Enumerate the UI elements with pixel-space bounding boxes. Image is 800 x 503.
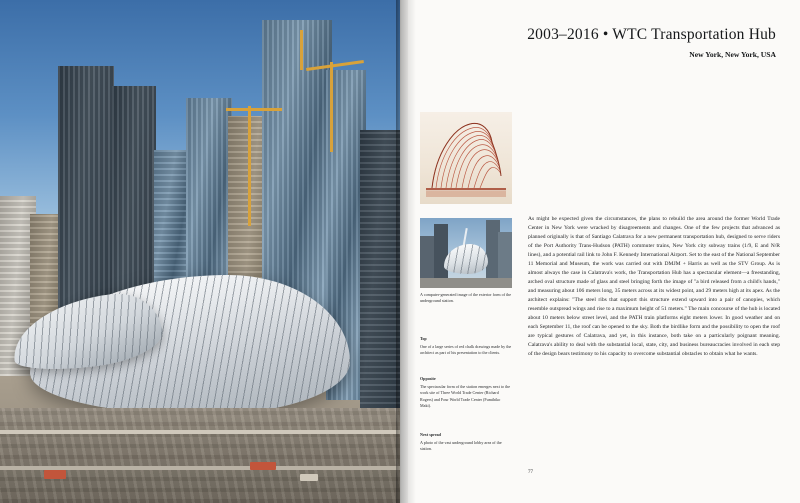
- plaza: [420, 278, 512, 288]
- caption-heading: Opposite: [420, 376, 436, 381]
- sketch-drawing: [420, 112, 512, 204]
- caption-heading: Next spread: [420, 432, 441, 437]
- crane: [300, 30, 303, 70]
- construction-site: [0, 408, 400, 503]
- caption-top: [420, 336, 512, 357]
- building: [360, 130, 400, 410]
- crane: [330, 62, 333, 152]
- site-equipment: [44, 470, 66, 479]
- right-page: [400, 0, 800, 503]
- page-subtitle: New York, New York, USA: [689, 50, 776, 59]
- station-photograph-figure: [420, 218, 512, 288]
- caption-rendering: [420, 292, 512, 305]
- site-equipment: [300, 474, 318, 481]
- red-chalk-sketch-figure: [420, 112, 512, 204]
- crane-jib: [226, 108, 282, 111]
- caption-next-spread: [420, 432, 512, 453]
- caption-text: A photo of the vast underground lobby area of the station.: [420, 439, 502, 452]
- page-title: 2003–2016 • WTC Transportation Hub: [527, 26, 776, 43]
- caption-text: A computer-generated image of the exterior form of the underground station.: [420, 292, 512, 304]
- steel-ribs: [444, 244, 488, 274]
- book-gutter: [396, 0, 408, 503]
- site-fence: [0, 430, 400, 434]
- page-number: 77: [528, 470, 533, 475]
- caption-heading: Top: [420, 336, 427, 341]
- caption-opposite: [420, 376, 512, 409]
- caption-text: One of a large series of red chalk drawings made by the architect as part of his presentation to the clients.: [420, 343, 512, 356]
- body-text: As might be expected given the circumstances, the plans to rebuild the area around the former World Trade Center in New York were wracked by disagreements and changes. One of the few projects that advanced as planned originally is that of Santiago Calatrava for a new permanent transportation hub, designed to serve riders of the Port Authority Trans-Hudson (PATH) commuter trains, New York city subway trains (1/9, E and N/R lines), and a potential rail link to John F. Kennedy International Airport. Set to the east of the National September 11 Memorial and Museum, the work was carried out with DMJM + Harris as well as the STV Group. As is almost always the case in Calatrava's work, the Transportation Hub has a spectacular element—a freestanding, arched oval structure made of glass and steel bringing forth the image of "a bird released from a child's hands," and measuring about 106 meters long, 35 meters across at its widest point, and 29 meters high at its apex. As the architect explains: "The steel ribs that support this structure extend upward into a pair of canopies, which resemble outspread wings and rise to a maximum height of 51 meters." The main concourse of the hub is located about 10 meters below street level, and the PATH train platforms eight meters lower. In good weather and on each September 11, the roof can be opened to the sky. Both the birdlike form and the possibility to open the roof are typical gestures of Calatrava, and yet, in this instance, both take on a particularly poignant meaning. Calatrava's ability to deal with the substantial local, state, city, and business bureaucracies involved in each step of the design bears testimony to his capacity to overcome substantial obstacles to obtain what he wants.: [528, 216, 780, 357]
- oculus-structure: [444, 244, 488, 274]
- caption-text: The spectacular form of the station emerges next to the work site of Three World Trade Center (Richard Rogers) and Four World Trade Center (Fumihiko Maki).: [420, 383, 511, 408]
- crane: [248, 106, 251, 226]
- site-equipment: [250, 462, 276, 470]
